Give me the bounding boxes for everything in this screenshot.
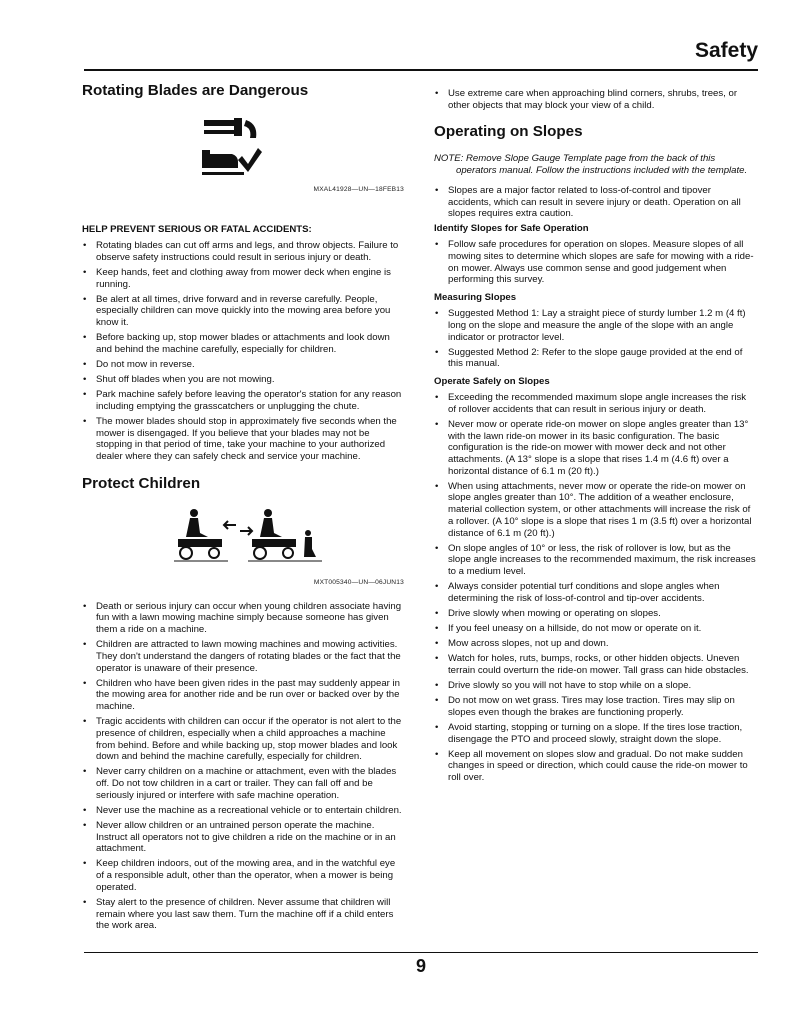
identify-heading: Identify Slopes for Safe Operation bbox=[434, 223, 589, 235]
blades-heading: Rotating Blades are Dangerous bbox=[82, 82, 309, 99]
list-item: • Never mow or operate ride-on mower on slope angles greater than 13° with the lawn ride-on mower in its basic configuration. The basic configuration is the ride-on mower with mower deck and not other attachments. (A 13° slope is a slope that rises 1.4 m (4.6 ft) over a horizontal distance of 6.1 m (20 ft).) bbox=[434, 419, 756, 478]
list-item: • Never allow children or an untrained person operate the machine. Instruct all operators not to give children a ride on the machine or in an attachment. bbox=[82, 820, 404, 855]
list-item: • Mow across slopes, not up and down. bbox=[434, 638, 756, 650]
children-figure bbox=[82, 503, 404, 587]
left-column bbox=[82, 82, 404, 935]
children-behind-mower-icon bbox=[172, 505, 322, 569]
blades-figure bbox=[82, 110, 404, 196]
slopes-list bbox=[434, 185, 756, 220]
list-item: • Before backing up, stop mower blades or attachments and look down and behind the machine carefully, especially for children. bbox=[82, 332, 404, 355]
footer-rule bbox=[84, 952, 758, 953]
list-item: • Children are attracted to lawn mowing machines and mowing activities. They don't understand the dangers of rotating blades or the fact that the operator is unaware of their presence. bbox=[82, 639, 404, 674]
list-item: • Never carry children on a machine or attachment, even with the blades off. Do not tow children in a cart or trailer. They can fall off and be seriously injured or interfere with safe machine operation. bbox=[82, 766, 404, 801]
rotating-blades-warning-icon bbox=[198, 114, 268, 178]
right-column bbox=[434, 88, 756, 787]
list-item: • The mower blades should stop in approximately five seconds when the mower is disengaged. If you believe that your blades may not be stopping in that period of time, take your machine to your authorized dealer where they can safely check and service your machine. bbox=[82, 416, 404, 463]
header-rule bbox=[84, 69, 758, 71]
children-list bbox=[82, 601, 404, 932]
operate-heading: Operate Safely on Slopes bbox=[434, 376, 550, 388]
list-item: • Never use the machine as a recreational vehicle or to entertain children. bbox=[82, 805, 404, 817]
list-item: • Do not mow on wet grass. Tires may lose traction. Tires may slip on slopes even though the brakes are functioning properly. bbox=[434, 695, 756, 718]
slope-gauge-note: NOTE: Remove Slope Gauge Template page from the back of this operators manual. Follow the instructions included with the template. bbox=[434, 153, 748, 177]
list-item: • Suggested Method 2: Refer to the slope gauge provided at the end of this manual. bbox=[434, 347, 756, 370]
list-item: • Keep all movement on slopes slow and gradual. Do not make sudden changes in speed or direction, which could cause the ride-on mower to roll over. bbox=[434, 749, 756, 784]
warning-heading: HELP PREVENT SERIOUS OR FATAL ACCIDENTS: bbox=[82, 224, 312, 235]
measuring-heading: Measuring Slopes bbox=[434, 292, 517, 304]
children-figure-caption: MXT005340—UN—06JUN13 bbox=[313, 578, 404, 586]
list-item: • On slope angles of 10° or less, the risk of rollover is low, but as the slope angle increases to the recommended maximum, the risk increases to a medium level. bbox=[434, 543, 756, 578]
list-item: • Follow safe procedures for operation on slopes. Measure slopes of all mowing sites to determine which slopes are safe for mowing with a ride-on mower. Always use common sense and good judgement when performing this survey. bbox=[434, 239, 756, 286]
list-item: • Keep hands, feet and clothing away from mower deck when engine is running. bbox=[82, 267, 404, 290]
page-title: Safety bbox=[694, 39, 758, 62]
list-item: • Keep children indoors, out of the mowing area, and in the watchful eye of a responsible adult, other than the operator, when a mower is being operated. bbox=[82, 858, 404, 893]
list-item: • Park machine safely before leaving the operator's station for any reason including emptying the grasscatchers or unplugging the chute. bbox=[82, 389, 404, 412]
blades-list bbox=[82, 240, 404, 463]
list-item: • Drive slowly so you will not have to stop while on a slope. bbox=[434, 680, 756, 692]
list-item: • Use extreme care when approaching blind corners, shrubs, trees, or other objects that may block your view of a child. bbox=[434, 88, 756, 111]
list-item: • Shut off blades when you are not mowing. bbox=[82, 374, 404, 386]
list-item: • Slopes are a major factor related to loss-of-control and tipover accidents, which can result in severe injury or death. Operation on all slopes requires extra caution. bbox=[434, 185, 756, 220]
list-item: • Drive slowly when mowing or operating on slopes. bbox=[434, 608, 756, 620]
children-heading: Protect Children bbox=[82, 474, 201, 492]
page-number: 9 bbox=[415, 956, 426, 976]
list-item: • Always consider potential turf conditions and slope angles when determining the risk of loss-of-control and tip-over accidents. bbox=[434, 581, 756, 604]
list-item: • Rotating blades can cut off arms and legs, and throw objects. Failure to observe safety instructions could result in serious injury or death. bbox=[82, 240, 404, 263]
page-header bbox=[84, 36, 758, 66]
blades-figure-caption: MXAL41928—UN—18FEB13 bbox=[313, 186, 404, 193]
list-item: • Exceeding the recommended maximum slope angle increases the risk of rollover accidents that can result in serious injury or death. bbox=[434, 392, 756, 415]
list-item: • Children who have been given rides in the past may suddenly appear in the mowing area for another ride and be run over or backed over by the machine. bbox=[82, 678, 404, 713]
measuring-list bbox=[434, 308, 756, 370]
list-item: • If you feel uneasy on a hillside, do not mow or operate on it. bbox=[434, 623, 756, 635]
list-item: • Be alert at all times, drive forward and in reverse carefully. People, especially children can move quickly into the mowing area before you know it. bbox=[82, 294, 404, 329]
list-item: • Death or serious injury can occur when young children associate having fun with a lawn mowing machine simply because someone has given them a ride on a machine. bbox=[82, 601, 404, 636]
identify-list bbox=[434, 239, 756, 286]
list-item: • Stay alert to the presence of children. Never assume that children will remain where you last saw them. Turn the machine off if a child enters the work area. bbox=[82, 897, 404, 932]
list-item: • When using attachments, never mow or operate the ride-on mower on slope angles greater than 10°. The addition of a weather enclosure, material collection system, or other attachments will increase the risk of a rollover. (A 10° slope is a slope that rises 1 m (3.5 ft) over a horizontal distance of 6.1 m (20 ft).) bbox=[434, 481, 756, 540]
operate-list bbox=[434, 392, 756, 784]
list-item: • Tragic accidents with children can occur if the operator is not alert to the presence of children, especially when a child approaches a machine from behind. Before and while backing up, stop mower blades and look down and behind the machine carefully, especially for children. bbox=[82, 716, 404, 763]
list-item: • Do not mow in reverse. bbox=[82, 359, 404, 371]
list-item: • Watch for holes, ruts, bumps, rocks, or other hidden objects. Uneven terrain could overturn the ride-on mower. Tall grass can hide obstacles. bbox=[434, 653, 756, 676]
slopes-heading: Operating on Slopes bbox=[434, 123, 583, 141]
list-item: • Avoid starting, stopping or turning on a slope. If the tires lose traction, disengage the PTO and proceed slowly, straight down the slope. bbox=[434, 722, 756, 745]
children-continued-list bbox=[434, 88, 756, 111]
list-item: • Suggested Method 1: Lay a straight piece of sturdy lumber 1.2 m (4 ft) long on the slope and measure the angle of the slope with an angle indicator or protractor level. bbox=[434, 308, 756, 343]
